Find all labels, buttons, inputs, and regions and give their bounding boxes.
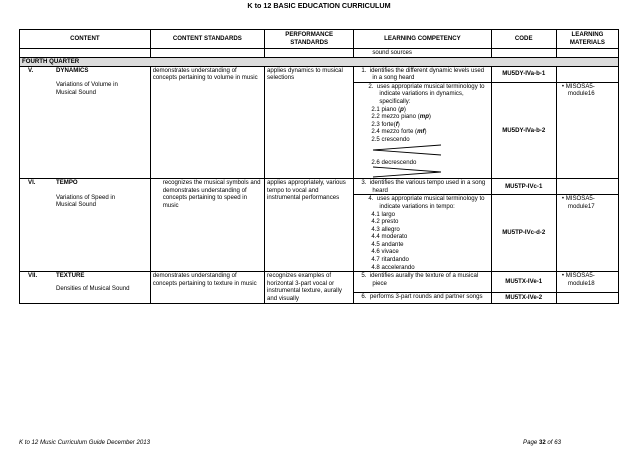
header-code: CODE xyxy=(491,30,556,49)
materials-cell: • MISOSA5-module17 xyxy=(556,195,618,272)
header-content: CONTENT xyxy=(20,30,151,49)
performance-standard-cell: applies dynamics to musical selections xyxy=(265,66,354,179)
materials-cell xyxy=(556,292,618,303)
quarter-row xyxy=(20,57,619,66)
topic-name: TEXTURE xyxy=(56,272,85,280)
dynamics-item: 2.2 mezzo piano (mp) xyxy=(371,113,431,121)
competency-cell: 3. identifies the various tempo used in a song heard xyxy=(354,179,491,195)
dynamics-item: 2.6 decrescendo xyxy=(371,158,417,166)
dynamics-item: 2.5 crescendo xyxy=(371,135,410,143)
topic-name: DYNAMICS xyxy=(56,66,89,74)
table-row xyxy=(20,179,619,195)
competency-cell: 1. identifies the different dynamic levels used in a song heard xyxy=(354,66,491,82)
curriculum-table xyxy=(19,29,619,304)
header-row xyxy=(20,30,619,49)
topic-number: VI. xyxy=(28,179,36,187)
dynamics-item: 2.3 forte(f) xyxy=(371,120,400,128)
topic-detail: Variations of Volume in Musical Sound xyxy=(56,81,118,96)
competency-cell: 5. identifies aurally the texture of a musical piece xyxy=(354,272,491,292)
code-cell: MU5DY-IVa-b-2 xyxy=(491,82,556,178)
code-cell: MU5TX-IVe-2 xyxy=(491,292,556,303)
carryover-row xyxy=(20,49,619,58)
materials-cell xyxy=(556,179,618,195)
tempo-item: 4.3 allegro xyxy=(371,225,400,233)
content-standard-cell: recognizes the musical symbols and demonstrates understanding of concepts pertaining to speed in music xyxy=(150,179,264,272)
quarter-label: FOURTH QUARTER xyxy=(20,57,619,66)
topic-name: TEMPO xyxy=(56,179,78,187)
dynamics-item: 2.1 piano (p) xyxy=(371,105,406,113)
materials-cell: • MISOSA5-module18 xyxy=(556,272,618,292)
document-title: K to 12 BASIC EDUCATION CURRICULUM xyxy=(247,1,391,10)
bullet-icon: • xyxy=(561,82,566,90)
performance-standard-cell: applies appropriately, various tempo to vocal and instrumental performances xyxy=(265,179,354,272)
competency-cell: 2. uses appropriate musical terminology to indicate variations in dynamics, specifically: 2.1 piano (p) 2.2 mezzo piano (mp) 2.3 forte(f) 2.4 mezzo forte (mf) 2.5 crescendo 2.6 decrescendo xyxy=(354,82,491,178)
content-standard-cell: demonstrates understanding of concepts pertaining to texture in music xyxy=(150,272,264,303)
carryover-text: sound sources xyxy=(354,49,491,58)
content-standard-cell: demonstrates understanding of concepts pertaining to volume in music xyxy=(150,66,264,179)
bullet-icon: • xyxy=(561,272,566,280)
content-cell xyxy=(20,272,151,303)
tempo-item: 4.7 ritardando xyxy=(371,256,409,264)
topic-number: VII. xyxy=(28,272,38,280)
tempo-item: 4.6 vivace xyxy=(371,248,399,256)
tempo-item: 4.5 andante xyxy=(371,240,404,248)
code-cell: MU5TP-IVc-d-2 xyxy=(491,195,556,272)
decrescendo-icon xyxy=(371,166,443,178)
code-cell: MU5TX-IVe-1 xyxy=(491,272,556,292)
competency-cell: 6. performs 3-part rounds and partner songs xyxy=(354,292,491,303)
content-cell xyxy=(20,66,151,179)
footer-guide-title: K to 12 Music Curriculum Guide December 2013 xyxy=(19,439,151,446)
bullet-icon: • xyxy=(561,195,566,203)
crescendo-icon xyxy=(371,144,443,156)
tempo-item: 4.4 moderato xyxy=(371,233,408,241)
header-learning-materials: LEARNING MATERIALS xyxy=(556,30,618,49)
footer-page-number: Page 32 of 63 xyxy=(523,439,561,446)
code-cell: MU5TP-IVc-1 xyxy=(491,179,556,195)
topic-detail: Variations of Speed in Musical Sound xyxy=(56,193,116,209)
performance-standard-cell: recognizes examples of horizontal 3-part vocal or instrumental texture, aurally and visually xyxy=(265,272,354,303)
tempo-item: 4.1 largo xyxy=(371,210,396,218)
materials-cell xyxy=(556,66,618,82)
topic-number: V. xyxy=(28,66,34,74)
table-row xyxy=(20,66,619,82)
dynamics-item: 2.4 mezzo forte (mf) xyxy=(371,128,427,136)
header-content-standards: CONTENT STANDARDS xyxy=(150,30,264,49)
competency-cell: 4. uses appropriate musical terminology to indicate variations in tempo: 4.1 largo 4.2 presto 4.3 allegro 4.4 moderato 4.5 andante 4.6 vivace 4.7 ritardando 4.8 accelerando xyxy=(354,195,491,272)
header-learning-competency: LEARNING COMPETENCY xyxy=(354,30,491,49)
materials-cell: • MISOSA5-module16 xyxy=(556,82,618,178)
tempo-item: 4.8 accelerando xyxy=(371,263,415,271)
code-cell: MU5DY-IVa-b-1 xyxy=(491,66,556,82)
content-cell xyxy=(20,179,151,272)
topic-detail: Densities of Musical Sound xyxy=(56,284,130,292)
tempo-item: 4.2 presto xyxy=(371,218,399,226)
header-performance-standards: PERFORMANCE STANDARDS xyxy=(265,30,354,49)
table-row xyxy=(20,272,619,292)
